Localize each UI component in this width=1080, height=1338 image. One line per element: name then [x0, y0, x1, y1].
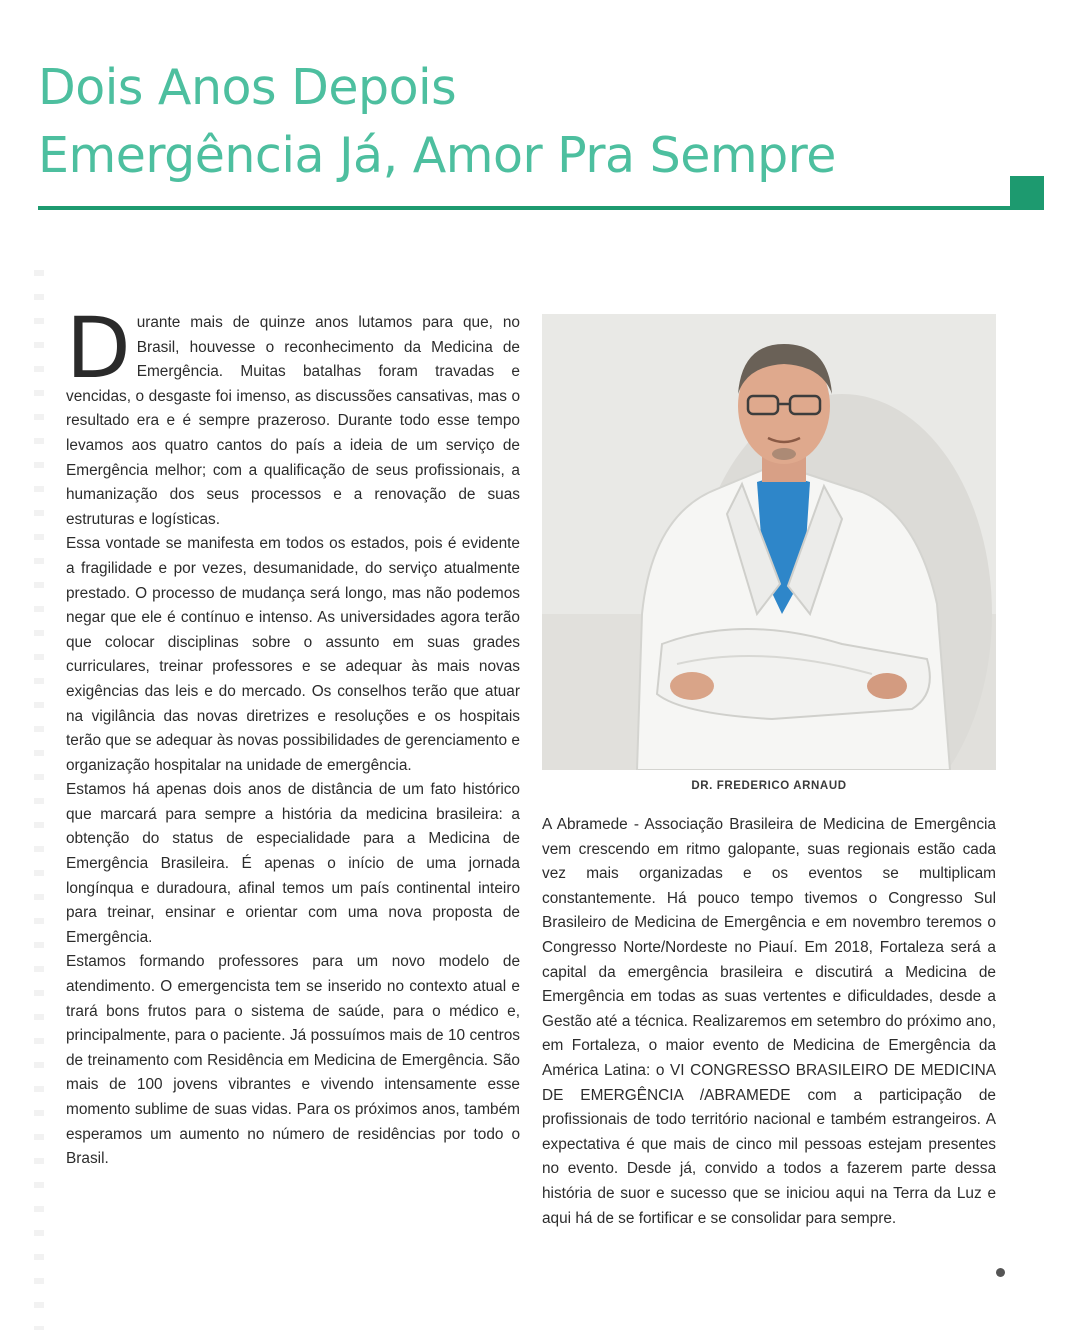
title-underline-rule: [38, 206, 1028, 210]
title-accent-square: [1010, 176, 1044, 210]
drop-cap: D: [66, 299, 131, 397]
paragraph-1-text: urante mais de quinze anos lutamos para que, no Brasil, houvesse o reconhecimento da Medicina de Emergência. Muitas batalhas foram travadas e vencidas, o desgaste foi imenso, as discussões cansativas, mas o resultado era e é sempre prazeroso. Durante todo esse tempo levamos aos quatro cantos do país a ideia de um serviço de Emergência melhor; com a qualificação de seus profissionais, a humanização dos seus processos e a renovação de suas estruturas e logísticas.: [66, 314, 520, 528]
paragraph-4: Estamos formando professores para um novo modelo de atendimento. O emergencista tem se inserido no contexto atual e trará bons frutos para o sistema de saúde, para o médico e, principalmente, para o paciente. Já possuímos mais de 10 centros de treinamento com Residência em Medicina de Emergência. São mais de 100 jovens vibrantes e vivendo intensamente esse momento sublime de suas vidas. Para os próximos anos, também esperamos um aumento no número de residências por todo o Brasil.: [66, 953, 520, 1168]
article-left-column: [66, 299, 520, 1172]
photo-caption: DR. FREDERICO ARNAUD: [691, 780, 847, 792]
article-title: [38, 54, 1038, 190]
title-line-2: Emergência Já, Amor Pra Sempre: [38, 127, 836, 184]
title-line-1: Dois Anos Depois: [38, 59, 457, 116]
end-of-article-dot: [996, 1268, 1005, 1277]
portrait-photo: [542, 314, 996, 770]
portrait-illustration: [542, 314, 996, 770]
scan-margin-artifact: [34, 270, 44, 1330]
paragraph-5: A Abramede - Associação Brasileira de Medicina de Emergência vem crescendo em ritmo galopante, suas regionais estão cada vez mais organizadas e os eventos se multiplicam constantemente. Há pouco tempo tivemos o Congresso Sul Brasileiro de Medicina de Emergência e em novembro teremos o Congresso Norte/Nordeste no Piauí. Em 2018, Fortaleza será a capital da emergência brasileira e discutirá a Medicina de Emergência em todas as suas vertentes e dificuldades, desde a Gestão até a técnica. Realizaremos em setembro do próximo ano, em Fortaleza, o maior evento de Medicina de Emergência da América Latina: o VI CONGRESSO BRASILEIRO DE MEDICINA DE EMERGÊNCIA /ABRAMEDE com a participação de profissionais de todo território nacional e também estrangeiros. A expectativa é que mais de cinco mil pessoas estejam presentes no evento. Desde já, convido a todos a fazerem parte dessa história de suor e sucesso que se iniciou aqui na Terra da Luz e aqui há de se fortificar e se consolidar para sempre.: [542, 816, 996, 1227]
paragraph-3: Estamos há apenas dois anos de distância de um fato histórico que marcará para sempre a história da medicina brasileira: a obtenção do status de especialidade para a Medicina de Emergência Brasileira. É apenas o início de uma jornada longínqua e duradoura, afinal temos um país continental inteiro para treinar, ensinar e orientar com uma nova proposta de Emergência.: [66, 781, 520, 946]
paragraph-1: [66, 299, 520, 532]
paragraph-2: Essa vontade se manifesta em todos os estados, pois é evidente a fragilidade e por vezes, desumanidade, do serviço atualmente prestado. O processo de mudança será longo, mas não podemos negar que ele é contínuo e intenso. As universidades agora terão que colocar disciplinas sobre o assunto em suas grades curriculares, treinar professores e se adequar às mais novas exigências das leis e do mercado. Os conselhos terão que atuar na vigilância das novas diretrizes e resoluções e os hospitais terão que se adequar às novas possibilidades de gerenciamento e organização hospitalar na unidade de emergência.: [66, 535, 520, 774]
article-right-column: [542, 813, 996, 1231]
